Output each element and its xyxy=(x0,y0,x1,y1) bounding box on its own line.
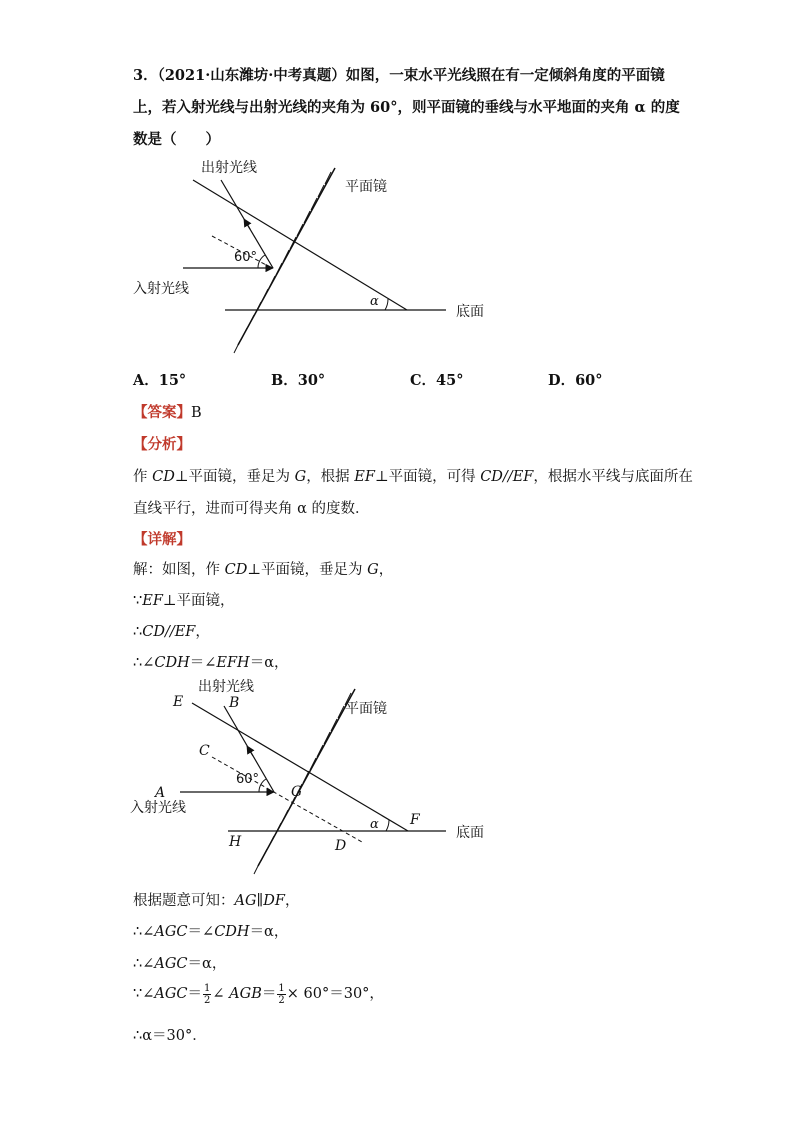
point-c-label: C xyxy=(199,743,210,759)
detail-text: ， xyxy=(378,562,394,578)
detail-text: ⊥平面镜， xyxy=(162,593,235,609)
detail-math: CDH xyxy=(154,655,190,671)
option-a[interactable]: A．15° xyxy=(133,372,187,389)
reflected-arrow xyxy=(247,746,253,756)
fig2-mirror-label: 平面镜 xyxy=(345,701,387,717)
point-a-label: A xyxy=(155,785,166,801)
solution-text: ∴∠ xyxy=(133,924,155,940)
detail-text: 解：如图，作 xyxy=(133,562,225,578)
analysis-text: 作 xyxy=(133,469,153,485)
point-g-label: G xyxy=(291,784,303,800)
analysis-text: ，根据水平线与底面所在 xyxy=(533,469,693,485)
fig2-angle-60: 60° xyxy=(236,772,260,787)
question-line-1: 3．（2021·山东潍坊·中考真题）如图，一束水平光线照在有一定倾斜角度的平面镜 xyxy=(133,67,665,84)
point-f-label: F xyxy=(410,812,420,828)
analysis-math: EF xyxy=(354,469,375,485)
analysis-math: G xyxy=(294,469,307,485)
solution-line-4 xyxy=(133,982,384,1006)
solution-text: ∠ xyxy=(212,986,230,1002)
point-e-label: E xyxy=(173,694,184,710)
detail-math: EF xyxy=(142,593,163,609)
normal-line-ef xyxy=(192,703,408,831)
alpha-arc xyxy=(386,820,389,831)
fig2-in-ray-label: 入射光线 xyxy=(130,800,186,816)
detail-text: ⊥平面镜，垂足为 xyxy=(247,562,368,578)
solution-math: AGC xyxy=(154,986,188,1002)
solution-text: ＝∠ xyxy=(187,924,215,940)
answer-value: B xyxy=(191,405,202,421)
solution-text: ＝ xyxy=(261,986,277,1002)
detail-text: ＝∠ xyxy=(189,655,217,671)
solution-math: AGC xyxy=(154,924,188,940)
solution-text: ∵∠ xyxy=(133,986,155,1002)
fig1-in-ray-label: 入射光线 xyxy=(133,281,189,297)
fraction-numerator: 1 xyxy=(278,982,285,994)
analysis-text: ⊥平面镜，垂足为 xyxy=(174,469,295,485)
analysis-math: CD xyxy=(152,469,175,485)
analysis-tag: 【分析】 xyxy=(133,436,191,453)
option-d[interactable]: D．60° xyxy=(548,372,603,389)
option-b[interactable]: B．30° xyxy=(271,372,326,389)
analysis-math: CD//EF xyxy=(480,469,534,485)
fraction-half xyxy=(277,983,285,1006)
solution-text: ＝ xyxy=(187,986,203,1002)
question-line-2: 上，若入射光线与出射光线的夹角为 60°，则平面镜的垂线与水平地面的夹角 α 的度 xyxy=(133,99,680,116)
solution-math: AGB xyxy=(229,986,262,1002)
fig1-alpha: α xyxy=(370,294,379,309)
point-b-label: B xyxy=(229,695,240,711)
answer-tag: 【答案】 xyxy=(133,404,191,421)
solution-line-2 xyxy=(133,920,288,941)
fraction-half xyxy=(203,983,211,1006)
solution-text: ， xyxy=(284,893,300,909)
analysis-text: ，根据 xyxy=(306,469,355,485)
detail-math: CD xyxy=(224,562,248,578)
fig2-out-ray-label: 出射光线 xyxy=(198,679,254,695)
fraction-denominator: 2 xyxy=(204,994,211,1006)
solution-math: CDH xyxy=(214,924,250,940)
solution-text: × 60°＝30°， xyxy=(286,986,384,1002)
detail-math: CD//EF xyxy=(142,624,196,640)
detail-math: EFH xyxy=(216,655,250,671)
solution-line-1 xyxy=(133,889,299,910)
dashed-line-cd xyxy=(212,757,362,842)
point-d-label: D xyxy=(335,838,347,854)
point-h-label: H xyxy=(229,834,242,850)
analysis-line-2: 直线平行，进而可得夹角 α 的度数． xyxy=(133,501,370,517)
question-line-3: 数是（ ） xyxy=(133,131,220,148)
fig2-alpha: α xyxy=(370,817,379,832)
detail-math: G xyxy=(367,562,379,578)
fig1-ground-label: 底面 xyxy=(456,304,484,320)
fig1-mirror-label: 平面镜 xyxy=(345,179,387,195)
analysis-text: ⊥平面镜，可得 xyxy=(374,469,481,485)
solution-text: ＝α， xyxy=(249,924,289,940)
detail-text: ＝α， xyxy=(249,655,289,671)
fraction-numerator: 1 xyxy=(204,982,211,994)
solution-line-5: ∴α＝30°． xyxy=(133,1028,207,1044)
option-c[interactable]: C．45° xyxy=(410,372,464,389)
solution-text: ＝α， xyxy=(187,956,227,972)
fig2-ground-label: 底面 xyxy=(456,825,484,841)
detail-text: ∵ xyxy=(133,593,143,609)
detail-text: ∴ xyxy=(133,624,143,640)
detail-text: ∴∠ xyxy=(133,655,155,671)
fig1-out-ray-label: 出射光线 xyxy=(201,160,257,176)
solution-math: AG∥DF xyxy=(234,893,285,909)
solution-text: 根据题意可知： xyxy=(133,893,235,909)
solution-math: AGC xyxy=(154,956,188,972)
fig1-angle-60: 60° xyxy=(234,250,258,265)
solution-text: ∴∠ xyxy=(133,956,155,972)
detail-text: ， xyxy=(195,624,210,640)
detail-tag: 【详解】 xyxy=(133,531,191,548)
solution-line-3 xyxy=(133,952,226,973)
fraction-denominator: 2 xyxy=(278,994,285,1006)
